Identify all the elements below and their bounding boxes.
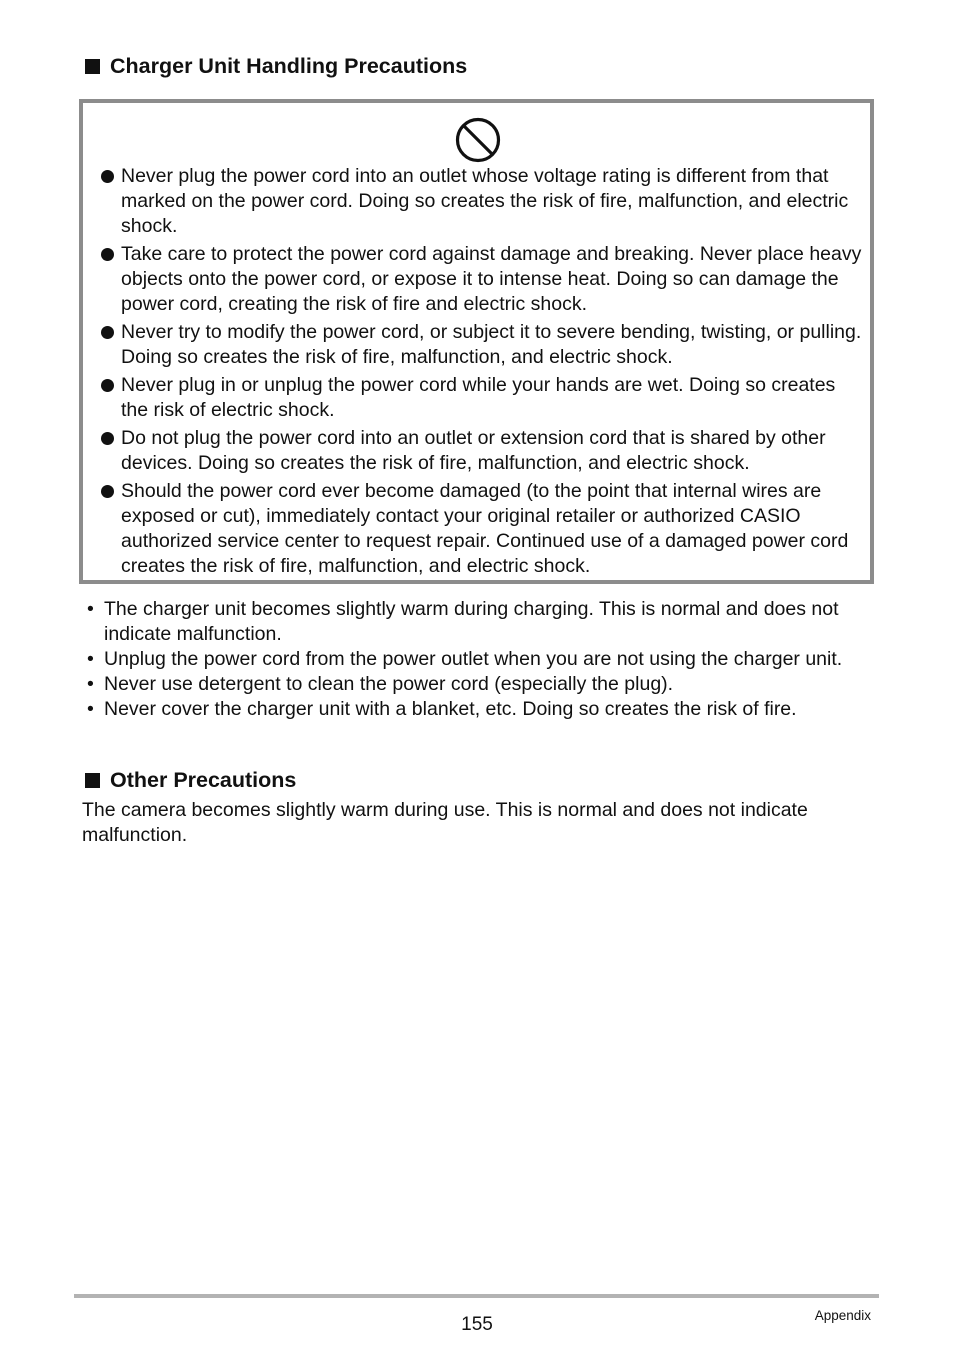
warning-item-text: Take care to protect the power cord against damage and breaking. Never place heavy objects onto the power cord, or expose it to intense heat. Doing so can damage the power cord, creating the risk of fire and electric shock. <box>121 243 862 315</box>
warning-item <box>99 242 865 317</box>
dot-bullet-icon: • <box>87 698 94 720</box>
warning-item <box>99 373 865 423</box>
warning-item <box>99 164 865 239</box>
warning-list <box>99 164 865 582</box>
round-bullet-icon <box>101 485 114 498</box>
note-item <box>84 672 874 697</box>
note-item <box>84 597 874 647</box>
warning-item <box>99 320 865 370</box>
dot-bullet-icon: • <box>87 673 94 695</box>
square-bullet-icon <box>85 59 100 74</box>
note-item <box>84 647 874 672</box>
square-bullet-icon <box>85 773 100 788</box>
note-item-text: Unplug the power cord from the power outlet when you are not using the charger unit. <box>104 648 843 670</box>
round-bullet-icon <box>101 170 114 183</box>
warning-item <box>99 479 865 579</box>
note-item-text: Never cover the charger unit with a blanket, etc. Doing so creates the risk of fire. <box>104 698 797 720</box>
round-bullet-icon <box>101 326 114 339</box>
warning-item <box>99 426 865 476</box>
round-bullet-icon <box>101 379 114 392</box>
warning-item-text: Never plug the power cord into an outlet whose voltage rating is different from that marked on the power cord. Doing so creates the risk of fire, malfunction, and electric shock. <box>121 165 849 237</box>
warning-box <box>79 99 874 584</box>
warning-item-text: Never try to modify the power cord, or subject it to severe bending, twisting, or pulling. Doing so creates the risk of fire, malfunction, and electric shock. <box>121 321 862 368</box>
note-item <box>84 697 874 722</box>
section-heading-charger <box>84 54 467 79</box>
section-heading-other-text: Other Precautions <box>110 768 297 792</box>
round-bullet-icon <box>101 248 114 261</box>
section-heading-charger-text: Charger Unit Handling Precautions <box>110 54 468 78</box>
note-item-text: Never use detergent to clean the power cord (especially the plug). <box>104 673 674 695</box>
round-bullet-icon <box>101 432 114 445</box>
warning-item-text: Should the power cord ever become damaged (to the point that internal wires are exposed or cut), immediately contact your original retailer or authorized CASIO authorized service center to request repair. Continued use of a damaged power cord creates the risk of fire, malfunction, and electric shock. <box>121 480 849 577</box>
footer-rule <box>74 1294 879 1298</box>
note-list <box>84 597 874 722</box>
footer-section-name: Appendix <box>814 1308 871 1323</box>
dot-bullet-icon: • <box>87 648 94 670</box>
warning-item-text: Never plug in or unplug the power cord while your hands are wet. Doing so creates the risk of electric shock. <box>121 374 836 421</box>
note-item-text: The charger unit becomes slightly warm during charging. This is normal and does not indicate malfunction. <box>104 598 839 645</box>
page-number: 155 <box>461 1314 493 1335</box>
warning-item-text: Do not plug the power cord into an outlet or extension cord that is shared by other devices. Doing so creates the risk of fire, malfunction, and electric shock. <box>121 427 826 474</box>
other-precautions-text: The camera becomes slightly warm during use. This is normal and does not indicate malfunction. <box>82 799 808 846</box>
prohibited-icon <box>455 117 501 163</box>
dot-bullet-icon: • <box>87 598 94 620</box>
section-heading-other <box>84 768 296 793</box>
